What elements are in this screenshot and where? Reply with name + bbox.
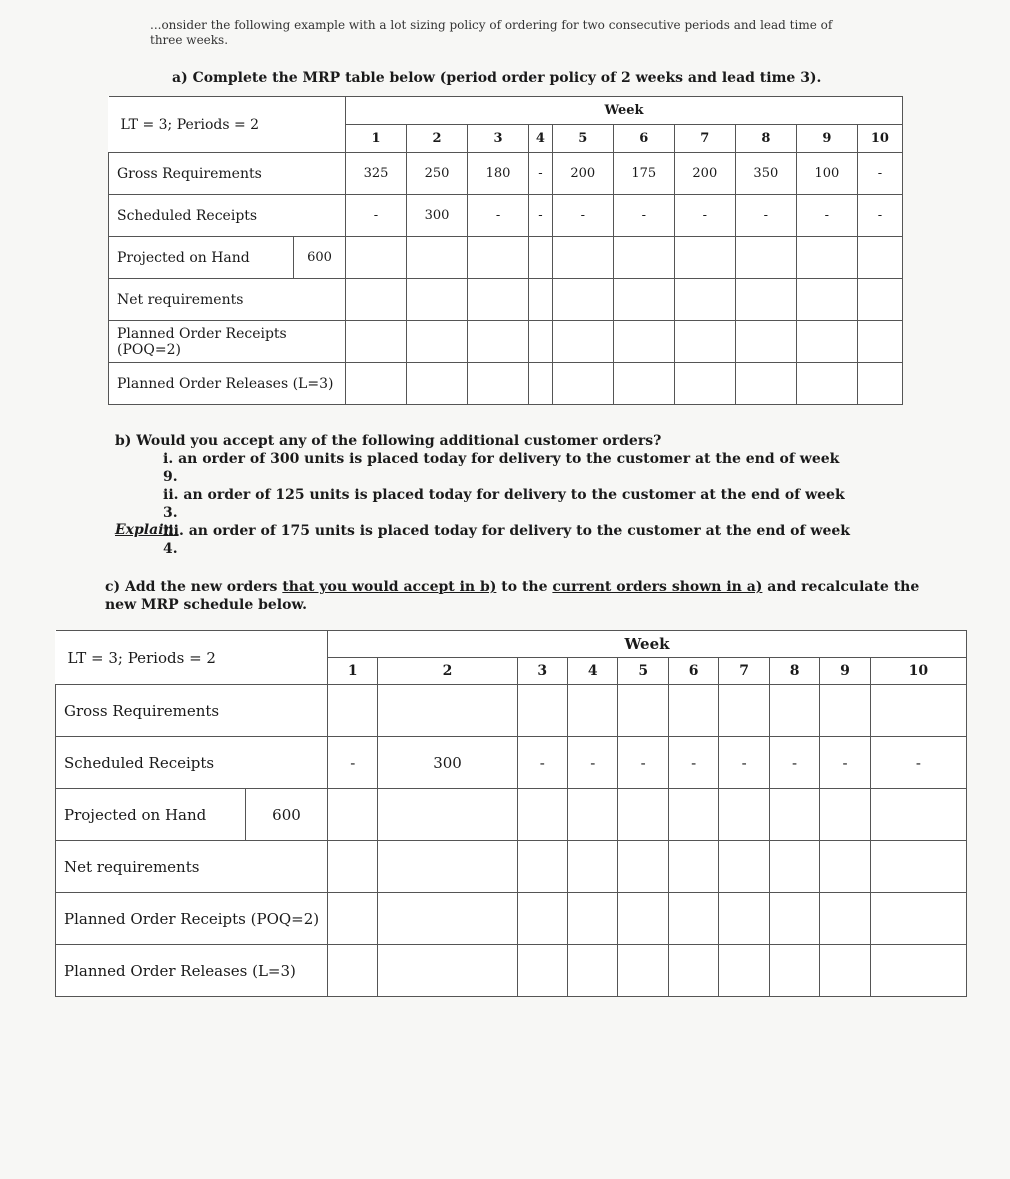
week-number: 4 [568, 658, 618, 685]
row-label: Planned Order Receipts (POQ=2) [56, 893, 328, 945]
order-item-3: iii. an order of 175 units is placed today for delivery to the customer at the end of week 4. [163, 523, 850, 557]
table-cell [468, 279, 529, 321]
table-cell: - [674, 195, 735, 237]
table-cell [769, 893, 819, 945]
table-cell [870, 685, 966, 737]
table-cell [568, 893, 618, 945]
table-row [56, 841, 967, 893]
week-header: Week [346, 97, 903, 125]
table-row [56, 789, 967, 841]
table-cell [378, 893, 517, 945]
table-cell [618, 945, 668, 997]
table-cell [529, 237, 553, 279]
table-cell [668, 685, 718, 737]
week-number: 2 [407, 125, 468, 153]
row-label: Projected on Hand [56, 789, 246, 841]
table-row [109, 279, 903, 321]
row-label: Gross Requirements [109, 153, 346, 195]
row-label: Projected on Hand [109, 237, 294, 279]
table-cell [870, 945, 966, 997]
table-cell: 300 [378, 737, 517, 789]
table-cell [529, 363, 553, 405]
table-cell [407, 363, 468, 405]
table-cell: - [613, 195, 674, 237]
table-cell: - [857, 153, 902, 195]
table-row [56, 685, 967, 737]
table-cell [870, 789, 966, 841]
week-number: 9 [796, 125, 857, 153]
table-cell [719, 841, 769, 893]
initial-on-hand: 600 [294, 237, 346, 279]
table-cell [719, 789, 769, 841]
row-label: Net requirements [56, 841, 328, 893]
week-number: 8 [735, 125, 796, 153]
row-label: Scheduled Receipts [56, 737, 328, 789]
table-cell [796, 279, 857, 321]
table-cell: 250 [407, 153, 468, 195]
table-cell [552, 279, 613, 321]
week-number: 10 [857, 125, 902, 153]
table-cell [407, 279, 468, 321]
week-number: 7 [719, 658, 769, 685]
table-cell: - [668, 737, 718, 789]
part-c-text-1: c) Add the new orders [105, 579, 283, 595]
table-row [56, 737, 967, 789]
part-b-question: b) Would you accept any of the following additional customer orders? [115, 433, 662, 449]
table-cell [517, 789, 567, 841]
table-cell: - [468, 195, 529, 237]
table-cell: 200 [552, 153, 613, 195]
table-cell [378, 841, 517, 893]
table-cell: 325 [346, 153, 407, 195]
table-cell [346, 279, 407, 321]
table-cell: - [857, 195, 902, 237]
table-cell: - [870, 737, 966, 789]
table-cell [674, 321, 735, 363]
header-lt-periods: LT = 3; Periods = 2 [109, 97, 346, 153]
part-a-heading: a) Complete the MRP table below (period order policy of 2 weeks and lead time 3). [172, 70, 822, 86]
table-cell [719, 945, 769, 997]
table-cell [668, 945, 718, 997]
table-cell [719, 685, 769, 737]
table-cell [568, 789, 618, 841]
table-cell [613, 279, 674, 321]
table-cell [407, 237, 468, 279]
table-cell [668, 841, 718, 893]
table-cell: - [820, 737, 870, 789]
part-c-text-5: and recalculate the new MRP schedule below. [105, 579, 920, 613]
table-cell: - [735, 195, 796, 237]
table-cell: 175 [613, 153, 674, 195]
table-cell [820, 685, 870, 737]
table-cell [328, 685, 378, 737]
part-c-heading [105, 578, 945, 614]
table-cell: - [328, 737, 378, 789]
table-row [109, 153, 903, 195]
table-cell [857, 321, 902, 363]
table-cell: - [552, 195, 613, 237]
week-number: 7 [674, 125, 735, 153]
week-number: 1 [328, 658, 378, 685]
table-cell [820, 841, 870, 893]
part-b-section [115, 432, 855, 558]
table-cell [568, 945, 618, 997]
week-number: 3 [517, 658, 567, 685]
week-number: 3 [468, 125, 529, 153]
table-cell [820, 945, 870, 997]
initial-on-hand: 600 [246, 789, 328, 841]
row-label: Scheduled Receipts [109, 195, 346, 237]
part-c-text-4: current orders shown in a) [552, 579, 763, 595]
table-cell: - [618, 737, 668, 789]
week-number: 2 [378, 658, 517, 685]
week-number: 1 [346, 125, 407, 153]
table-cell [769, 841, 819, 893]
table-cell [618, 685, 668, 737]
table-cell [820, 789, 870, 841]
table-cell [668, 789, 718, 841]
intro-text: ...onsider the following example with a lot sizing policy of ordering for two consecutive periods and lead time of three weeks. [150, 18, 833, 47]
row-label: Gross Requirements [56, 685, 328, 737]
table-cell [328, 945, 378, 997]
mrp-table-c [55, 630, 967, 997]
table-cell: - [529, 153, 553, 195]
table-row [56, 893, 967, 945]
table-cell [517, 945, 567, 997]
table-cell [613, 363, 674, 405]
table-cell [552, 321, 613, 363]
table-cell [769, 945, 819, 997]
table-cell [796, 321, 857, 363]
order-item-1: i. an order of 300 units is placed today for delivery to the customer at the end of week 9. [163, 451, 840, 485]
week-number: 4 [529, 125, 553, 153]
table-cell [735, 363, 796, 405]
table-cell [618, 841, 668, 893]
table-cell: - [796, 195, 857, 237]
table-cell [796, 237, 857, 279]
table-row [56, 945, 967, 997]
table-cell [674, 279, 735, 321]
table-cell [517, 893, 567, 945]
table-cell: - [346, 195, 407, 237]
table-row [109, 363, 903, 405]
table-cell [529, 321, 553, 363]
table-cell: 100 [796, 153, 857, 195]
table-cell: - [529, 195, 553, 237]
table-cell [328, 841, 378, 893]
part-c-text-2: that you would accept in b) [282, 579, 497, 595]
table-cell [346, 321, 407, 363]
table-row [109, 237, 903, 279]
table-cell [674, 237, 735, 279]
row-label: Net requirements [109, 279, 346, 321]
table-row [109, 321, 903, 363]
table-cell [769, 789, 819, 841]
table-cell: - [568, 737, 618, 789]
table-cell: - [769, 737, 819, 789]
row-label: Planned Order Releases (L=3) [56, 945, 328, 997]
table-cell [719, 893, 769, 945]
explain-label: Explain. [115, 522, 179, 538]
table-cell [568, 685, 618, 737]
table-cell [674, 363, 735, 405]
table-cell [618, 893, 668, 945]
table-cell [618, 789, 668, 841]
table-cell [568, 841, 618, 893]
table-cell [346, 363, 407, 405]
table-cell [346, 237, 407, 279]
week-number: 9 [820, 658, 870, 685]
table-cell [769, 685, 819, 737]
table-cell [468, 321, 529, 363]
order-item-2: ii. an order of 125 units is placed today for delivery to the customer at the end of week 3. [163, 487, 845, 521]
table-cell [613, 237, 674, 279]
table-row [109, 195, 903, 237]
table-cell [552, 237, 613, 279]
table-cell [857, 237, 902, 279]
row-label: Planned Order Receipts (POQ=2) [109, 321, 346, 363]
table-cell [517, 841, 567, 893]
table-cell: - [719, 737, 769, 789]
table-cell [735, 321, 796, 363]
table-cell [378, 789, 517, 841]
table-cell [407, 321, 468, 363]
table-cell [668, 893, 718, 945]
table-cell [735, 237, 796, 279]
table-cell: - [517, 737, 567, 789]
table-cell: 350 [735, 153, 796, 195]
table-cell [468, 363, 529, 405]
table-cell [378, 685, 517, 737]
table-cell [735, 279, 796, 321]
part-c-text-3: to the [496, 579, 553, 595]
table-cell [552, 363, 613, 405]
table-cell: 300 [407, 195, 468, 237]
table-cell [857, 279, 902, 321]
table-cell: 180 [468, 153, 529, 195]
table-cell [517, 685, 567, 737]
week-number: 6 [668, 658, 718, 685]
table-cell [857, 363, 902, 405]
week-number: 6 [613, 125, 674, 153]
table-cell [468, 237, 529, 279]
week-header: Week [328, 631, 967, 658]
week-number: 5 [552, 125, 613, 153]
table-cell [378, 945, 517, 997]
table-cell [870, 841, 966, 893]
table-cell: 200 [674, 153, 735, 195]
header-lt-periods: LT = 3; Periods = 2 [56, 631, 328, 685]
table-cell [796, 363, 857, 405]
table-cell [529, 279, 553, 321]
week-number: 10 [870, 658, 966, 685]
table-cell [613, 321, 674, 363]
table-cell [870, 893, 966, 945]
table-cell [820, 893, 870, 945]
week-number: 8 [769, 658, 819, 685]
week-number: 5 [618, 658, 668, 685]
mrp-table-a [108, 96, 903, 405]
table-cell [328, 789, 378, 841]
table-cell [328, 893, 378, 945]
row-label: Planned Order Releases (L=3) [109, 363, 346, 405]
